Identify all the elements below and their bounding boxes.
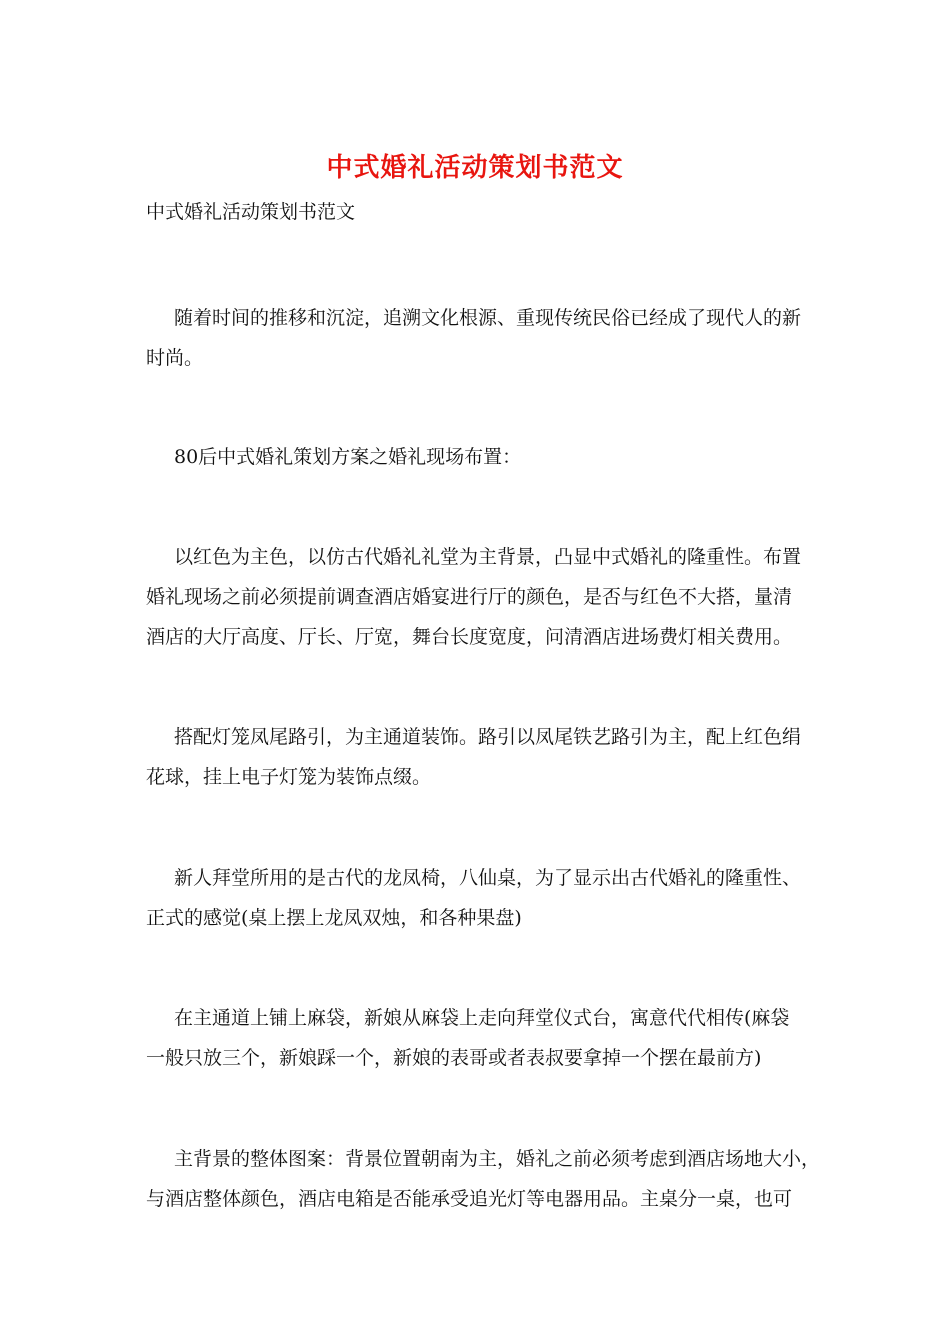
paragraph-line: 搭配灯笼凤尾路引，为主通道装饰。路引以凤尾铁艺路引为主，配上红色绢 (174, 726, 802, 748)
paragraph-3 (146, 537, 811, 657)
paragraph-line: 在主通道上铺上麻袋，新娘从麻袋上走向拜堂仪式台，寓意代代相传(麻袋 (174, 1007, 790, 1029)
paragraph-line: 一般只放三个，新娘踩一个，新娘的表哥或者表叔要拿掉一个摆在最前方) (146, 1047, 762, 1069)
paragraph-line: 花球，挂上电子灯笼为装饰点缀。 (146, 766, 432, 788)
paragraph-line: 80后中式婚礼策划方案之婚礼现场布置： (174, 446, 522, 468)
paragraph-line: 时尚。 (146, 347, 204, 369)
paragraph-4 (146, 717, 811, 797)
paragraph-7 (146, 1139, 821, 1219)
paragraph-line: 婚礼现场之前必须提前调查酒店婚宴进行厅的颜色，是否与红色不大搭，量清 (146, 586, 793, 608)
document-subtitle: 中式婚礼活动策划书范文 (146, 201, 356, 223)
document-title: 中式婚礼活动策划书范文 (326, 153, 624, 183)
paragraph-line: 正式的感觉(桌上摆上龙凤双烛，和各种果盘) (146, 907, 522, 929)
paragraph-2 (146, 437, 811, 477)
paragraph-line: 随着时间的推移和沉淀，追溯文化根源、重现传统民俗已经成了现代人的新 (174, 307, 802, 329)
paragraph-line: 以红色为主色，以仿古代婚礼礼堂为主背景，凸显中式婚礼的隆重性。布置 (174, 546, 802, 568)
paragraph-5 (146, 858, 811, 938)
paragraph-6 (146, 998, 811, 1078)
paragraph-1 (146, 298, 811, 378)
paragraph-line: 新人拜堂所用的是古代的龙凤椅，八仙桌，为了显示出古代婚礼的隆重性、 (174, 867, 802, 889)
paragraph-line: 主背景的整体图案：背景位置朝南为主，婚礼之前必须考虑到酒店场地大小， (174, 1148, 821, 1170)
paragraph-line: 酒店的大厅高度、厅长、厅宽，舞台长度宽度，问清酒店进场费灯相关费用。 (146, 626, 793, 648)
paragraph-line: 与酒店整体颜色，酒店电箱是否能承受追光灯等电器用品。主桌分一桌，也可 (146, 1188, 793, 1210)
